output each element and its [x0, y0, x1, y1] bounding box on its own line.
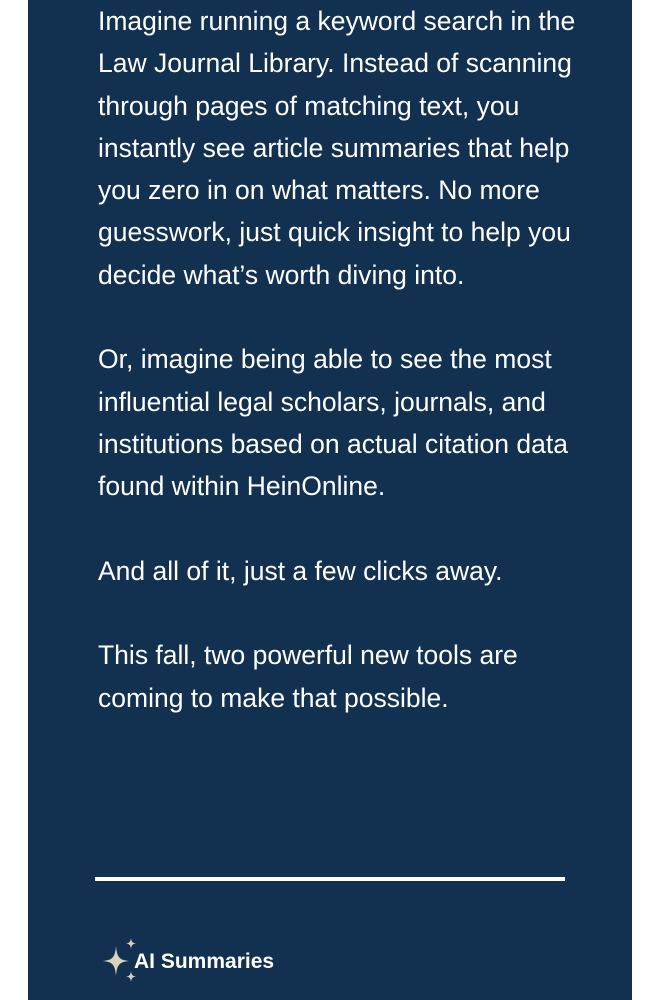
- email-content-card: [28, 0, 632, 1000]
- paragraph-keyword-search: Imagine running a keyword search in the Law Journal Library. Instead of scanning through pages of matching text, you instantly see article summaries that help you zero in on what matters. No more guesswork, just quick insight to help you decide what’s worth diving into.: [98, 6, 576, 290]
- feature-label: AI Summaries: [134, 950, 275, 973]
- feature-heading-ai-summaries: [100, 938, 274, 984]
- paragraph-new-tools: This fall, two powerful new tools are coming to make that possible.: [98, 640, 518, 713]
- paragraph-few-clicks: And all of it, just a few clicks away.: [98, 555, 503, 586]
- body-text: [98, 0, 578, 761]
- paragraph-influential-scholars: Or, imagine being able to see the most influential legal scholars, journals, and institutions based on actual citation data found within HeinOnline.: [98, 344, 568, 502]
- section-divider: [95, 877, 565, 881]
